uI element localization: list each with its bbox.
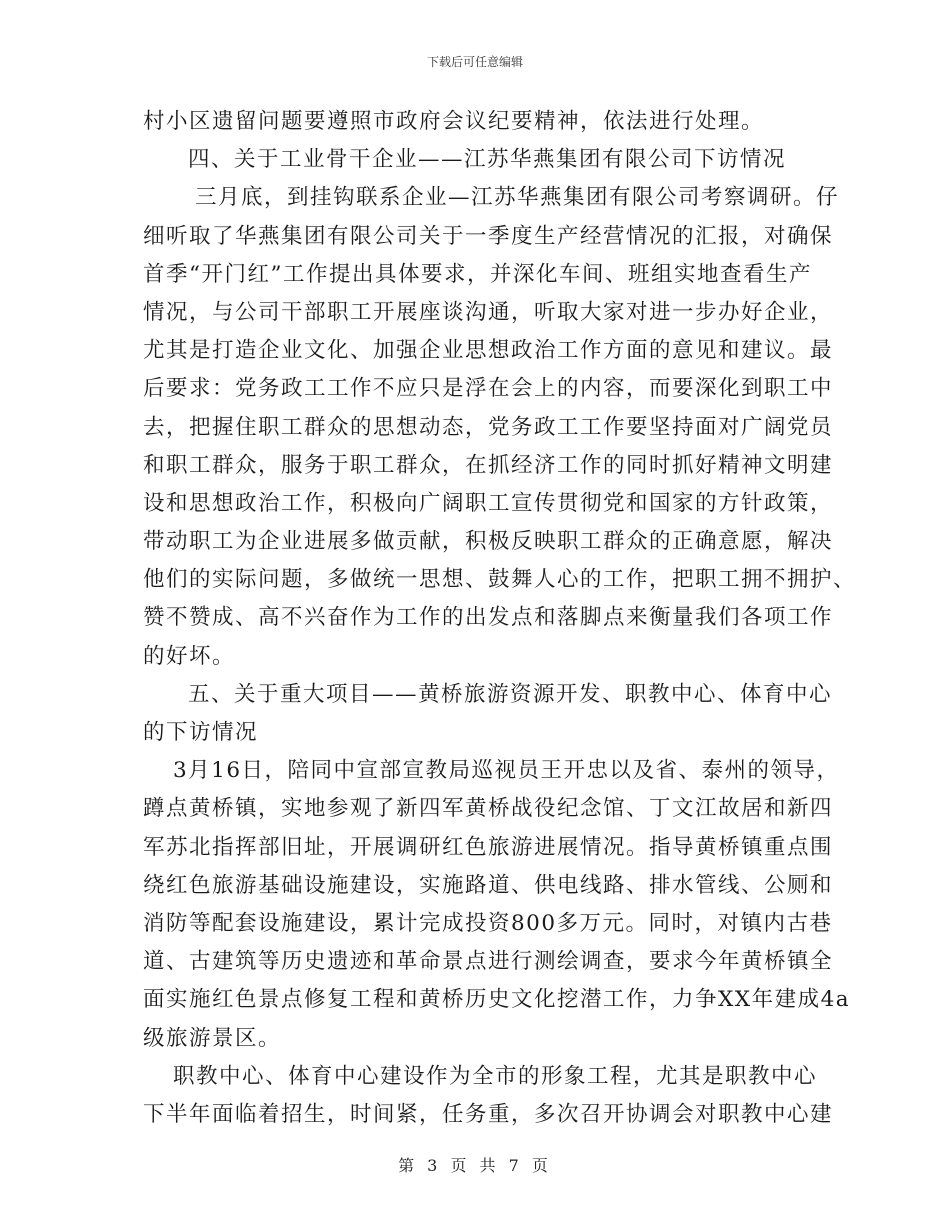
page-number: 第 3 页 共 7 页 xyxy=(398,1156,552,1175)
text-line: 消防等配套设施建设，累计完成投资800多万元。同时，对镇内古巷 xyxy=(143,910,833,936)
document-body xyxy=(143,103,857,1134)
text-line: 职教中心、体育中心建设作为全市的形象工程，尤其是职教中心 xyxy=(173,1063,818,1089)
text-line: 面实施红色景点修复工程和黄桥历史文化挖潜工作，力争XX年建成4a xyxy=(143,987,851,1013)
text-line: 去，把握住职工群众的思想动态，党务政工工作要坚持面对广阔党员 xyxy=(143,414,834,440)
text-line: 的好坏。 xyxy=(143,643,236,669)
text-line: 道、古建筑等历史遗迹和革命景点进行测绘调查，要求今年黄桥镇全 xyxy=(143,949,834,975)
section-heading-continued: 的下访情况 xyxy=(143,720,259,745)
text-line: 下半年面临着招生，时间紧，任务重，多次召开协调会对职教中心建 xyxy=(143,1101,834,1127)
section-heading: 五、关于重大项目——黄桥旅游资源开发、职教中心、体育中心 xyxy=(188,681,833,707)
text-line: 后要求：党务政工工作不应只是浮在会上的内容，而要深化到职工中 xyxy=(143,376,834,402)
text-line: 级旅游景区。 xyxy=(143,1025,282,1051)
text-line: 细听取了华燕集团有限公司关于一季度生产经营情况的汇报，对确保 xyxy=(143,223,834,249)
text-line: 情况，与公司干部职工开展座谈沟通，听取大家对进一步办好企业， xyxy=(143,299,834,325)
text-line: 绕红色旅游基础设施建设，实施路道、供电线路、排水管线、公厕和 xyxy=(143,872,834,898)
text-line: 赞不赞成、高不兴奋作为工作的出发点和落脚点来衡量我们各项工作 xyxy=(143,605,834,631)
text-line: 蹲点黄桥镇，实地参观了新四军黄桥战役纪念馆、丁文江故居和新四 xyxy=(143,796,834,822)
text-line: 设和思想政治工作，积极向广阔职工宣传贯彻党和国家的方针政策， xyxy=(143,490,834,516)
text-line: 带动职工为企业进展多做贡献，积极反映职工群众的正确意愿，解决 xyxy=(143,529,834,555)
text-line: 村小区遗留问题要遵照市政府会议纪要精神，依法进行处理。 xyxy=(143,109,765,134)
text-line: 尤其是打造企业文化、加强企业思想政治工作方面的意见和建议。最 xyxy=(143,338,834,364)
text-line: 他们的实际问题，多做统一思想、鼓舞人心的工作，把职工拥不拥护、 xyxy=(143,567,857,593)
text-line: 军苏北指挥部旧址，开展调研红色旅游进展情况。指导黄桥镇重点围 xyxy=(143,834,834,860)
download-note: 下载后可任意编辑 xyxy=(426,55,523,69)
text-line: 3月16日，陪同中宣部宣教局巡视员王开忠以及省、泰州的领导， xyxy=(173,758,840,784)
section-heading: 四、关于工业骨干企业——江苏华燕集团有限公司下访情况 xyxy=(188,147,787,173)
text-line: 和职工群众，服务于职工群众，在抓经济工作的同时抓好精神文明建 xyxy=(143,452,834,478)
text-line: 首季“开门红”工作提出具体要求，并深化车间、班组实地查看生产 xyxy=(143,261,812,287)
text-line: 三月底，到挂钩联系企业—江苏华燕集团有限公司考察调研。仔 xyxy=(195,185,840,211)
